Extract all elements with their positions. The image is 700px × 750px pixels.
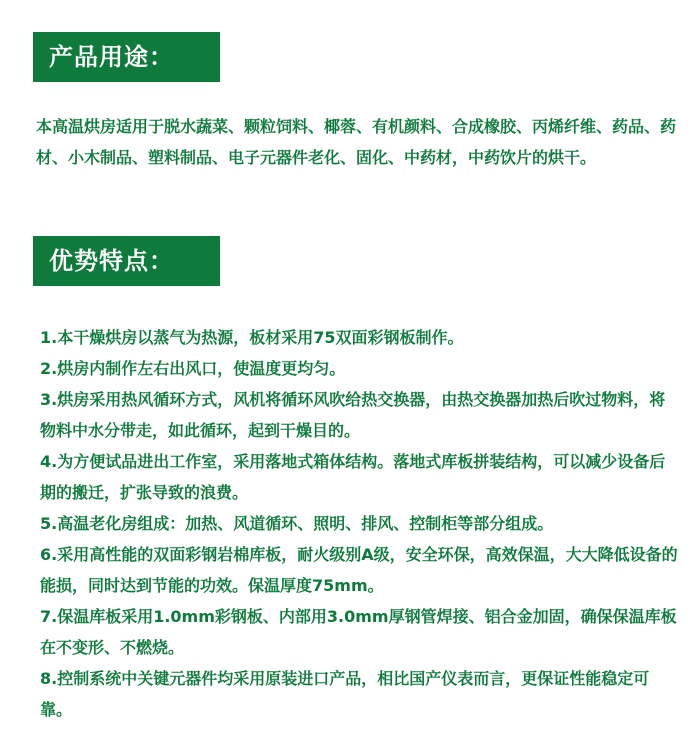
section-header-usage: 产品用途： <box>33 32 220 82</box>
feature-item-6: 6.采用高性能的双面彩钢岩棉库板，耐火级别A级，安全环保，高效保温，大大降低设备的能损，同时达到节能的功效。保温厚度75mm。 <box>40 545 678 595</box>
feature-item-4: 4.为方便试品进出工作室，采用落地式箱体结构。落地式库板拼装结构，可以减少设备后期的搬迁，扩张导致的浪费。 <box>40 452 666 502</box>
section-header-features: 优势特点： <box>33 236 220 286</box>
feature-item-2: 2.烘房内制作左右出风口，使温度更均匀。 <box>40 359 346 378</box>
feature-item-3: 3.烘房采用热风循环方式，风机将循环风吹给热交换器，由热交换器加热后吹过物料，将物料中水分带走，如此循环，起到干燥目的。 <box>40 390 666 440</box>
feature-item-1: 1.本干燥烘房以蒸气为热源，板材采用75双面彩钢板制作。 <box>40 328 464 347</box>
usage-description: 本高温烘房适用于脱水蔬菜、颗粒饲料、椰蓉、有机颜料、合成橡胶、丙烯纤维、药品、药材、小木制品、塑料制品、电子元器件老化、固化、中药材，中药饮片的烘干。 <box>36 117 677 167</box>
feature-item-7: 7.保温库板采用1.0mm彩钢板、内部用3.0mm厚钢管焊接、铝合金加固，确保保温库板在不变形、不燃烧。 <box>40 607 677 657</box>
feature-item-5: 5.高温老化房组成：加热、风道循环、照明、排风、控制柜等部分组成。 <box>40 514 554 533</box>
features-list <box>40 322 680 725</box>
feature-item-8: 8.控制系统中关键元器件均采用原装进口产品，相比国产仪表而言，更保证性能稳定可靠。 <box>40 669 650 719</box>
